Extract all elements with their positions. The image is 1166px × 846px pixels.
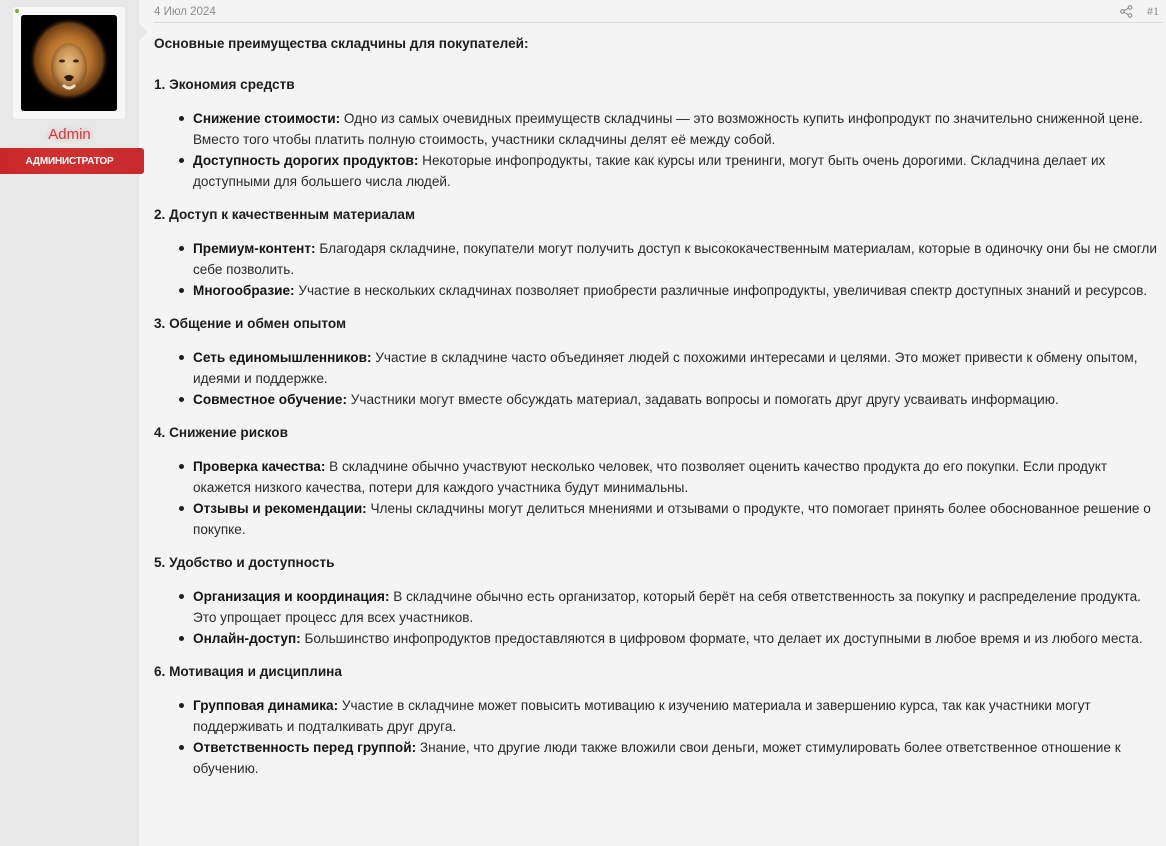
item-text: Участие в складчине может повысить мотивацию к изучению материала и завершению курса, так как участники могут поддерживать и подталкивать друг друга.: [193, 698, 1091, 734]
section: [154, 422, 1166, 540]
item-text: Большинство инфопродуктов предоставляются в цифровом формате, что делает их доступными в любое время и из любого места.: [300, 631, 1143, 646]
post-header: [154, 0, 1163, 23]
bullet-list: [193, 347, 1166, 410]
item-term: Ответственность перед группой:: [193, 740, 417, 755]
item-term: Многообразие:: [193, 283, 295, 298]
item-term: Премиум-контент:: [193, 241, 316, 256]
list-item: [193, 238, 1166, 280]
section-title: 3. Общение и обмен опытом: [154, 316, 347, 331]
section-title: 1. Экономия средств: [154, 77, 295, 92]
post-actions: [1120, 4, 1163, 19]
intro-heading: Основные преимущества складчины для покупателей:: [154, 36, 529, 51]
list-item: [193, 456, 1166, 498]
list-item: [193, 695, 1166, 737]
item-text: Члены складчины могут делиться мнениями и отзывами о продукте, что помогает принять более обоснованное решение о покупке.: [193, 501, 1151, 537]
section-title: 5. Удобство и доступность: [154, 555, 335, 570]
avatar-frame[interactable]: [13, 7, 125, 119]
item-term: Онлайн-доступ:: [193, 631, 301, 646]
share-icon[interactable]: [1120, 5, 1133, 18]
item-term: Организация и координация:: [193, 589, 390, 604]
list-item: [193, 280, 1166, 301]
bullet-list: [193, 695, 1166, 779]
item-text: Участники могут вместе обсуждать материал, задавать вопросы и помогать друг другу усваивать информацию.: [347, 392, 1059, 407]
item-text: В складчине обычно есть организатор, который берёт на себя ответственность за покупку и распределение продукта. Это упрощает процесс для всех участников.: [193, 589, 1141, 625]
section-title: 4. Снижение рисков: [154, 425, 288, 440]
section: [154, 204, 1166, 301]
item-text: Одно из самых очевидных преимуществ складчины — это возможность купить инфопродукт по значительно сниженной цене. Вместо того чтобы платить полную стоимость, участники складчины делят её между собой.: [193, 111, 1143, 147]
section: [154, 313, 1166, 410]
section-title: 6. Мотивация и дисциплина: [154, 664, 342, 679]
list-item: [193, 737, 1166, 779]
list-item: [193, 347, 1166, 389]
item-term: Проверка качества:: [193, 459, 326, 474]
item-term: Совместное обучение:: [193, 392, 347, 407]
bullet-list: [193, 108, 1166, 192]
item-text: Благодаря складчине, покупатели могут получить доступ к высококачественным материалам, которые в одиночку они бы не смогли себе позволить.: [193, 241, 1157, 277]
list-item: [193, 389, 1166, 410]
message-content: [139, 0, 1166, 846]
list-item: [193, 628, 1166, 649]
item-term: Групповая динамика:: [193, 698, 339, 713]
list-item: [193, 108, 1166, 150]
item-term: Сеть единомышленников:: [193, 350, 372, 365]
post-number-link[interactable]: #1: [1147, 4, 1159, 18]
item-term: Отзывы и рекомендации:: [193, 501, 367, 516]
bullet-list: [193, 238, 1166, 301]
bullet-list: [193, 586, 1166, 649]
list-item: [193, 586, 1166, 628]
post-date[interactable]: 4 Июл 2024: [154, 5, 216, 18]
section: [154, 74, 1166, 192]
item-term: Снижение стоимости:: [193, 111, 341, 126]
section: [154, 552, 1166, 649]
avatar[interactable]: [21, 15, 117, 111]
item-text: Некоторые инфопродукты, такие как курсы или тренинги, могут быть очень дорогими. Складчина делает их доступными для большего числа людей.: [193, 153, 1106, 189]
post-body: [154, 23, 1166, 779]
lion-avatar-icon: [21, 15, 117, 111]
section-title: 2. Доступ к качественным материалам: [154, 207, 416, 222]
item-text: Знание, что другие люди также вложили свои деньги, может стимулировать более ответственное отношение к обучению.: [193, 740, 1121, 776]
section: [154, 661, 1166, 779]
role-banner: АДМИНИСТРАТОР: [0, 148, 144, 174]
list-item: [193, 150, 1166, 192]
item-term: Доступность дорогих продуктов:: [193, 153, 419, 168]
username[interactable]: Admin: [48, 126, 91, 143]
item-text: В складчине обычно участвуют несколько человек, что позволяет оценить качество продукта до его покупки. Если продукт окажется низкого качества, потери для каждого участника будут минимальны.: [193, 459, 1108, 495]
user-sidebar: [0, 0, 139, 846]
list-item: [193, 498, 1166, 540]
bullet-list: [193, 456, 1166, 540]
item-text: Участие в складчине часто объединяет людей с похожими интересами и целями. Это может привести к обмену опытом, идеями и поддержке.: [193, 350, 1138, 386]
item-text: Участие в нескольких складчинах позволяет приобрести различные инфопродукты, увеличивая спектр доступных знаний и ресурсов.: [294, 283, 1148, 298]
online-status-icon: [14, 8, 20, 14]
